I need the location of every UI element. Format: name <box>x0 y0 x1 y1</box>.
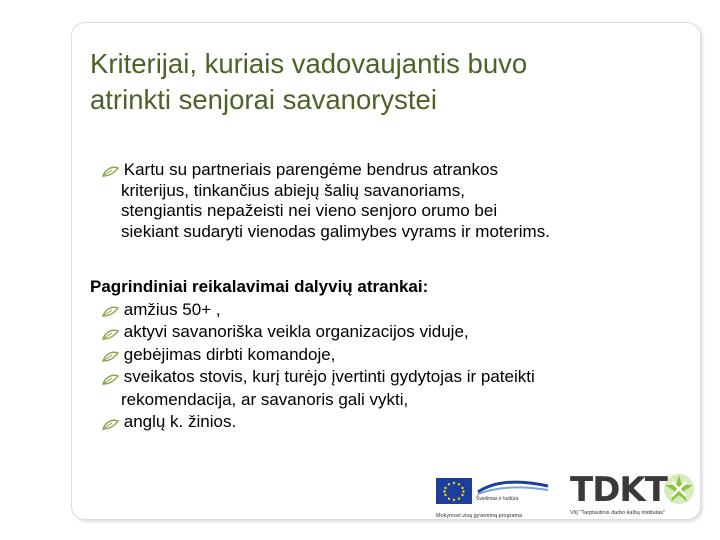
eu-small-text: Švietimas ir kultūra <box>476 496 519 502</box>
footer-logos <box>436 470 698 522</box>
tdkt-wordmark: TDKT <box>570 470 667 510</box>
intro-line-3: stengiantis nepažeisti nei vieno senjoro orumo bei <box>121 201 498 220</box>
requirement-text: gebėjimas dirbti komandoje, <box>123 344 336 364</box>
requirement-text: anglų k. žinios. <box>123 412 237 431</box>
leaf-bullet-icon <box>102 347 119 359</box>
requirement-item <box>90 321 700 344</box>
requirement-item <box>90 299 700 322</box>
requirement-text: sveikatos stovis, kurį turėjo įvertinti gydytojas ir pateikti <box>123 367 535 386</box>
requirement-continuation: rekomendacija, ar savanoris gali vykti, <box>121 389 409 409</box>
eu-flag-icon <box>436 478 472 504</box>
intro-line-1 <box>102 160 702 181</box>
eu-programme-logo <box>436 478 554 522</box>
title-line-2: atrinkti senjorai savanorystei <box>90 84 437 115</box>
requirement-text: aktyvi savanoriška veikla organizacijos viduje, <box>123 322 469 341</box>
leaf-bullet-icon <box>102 415 119 427</box>
requirement-item <box>90 366 700 389</box>
leaf-bullet-icon <box>102 302 119 314</box>
title-line-1: Kriterijai, kuriais vadovaujantis buvo <box>90 48 528 79</box>
tdkt-caption: VšĮ "Tarptautinis darbo kalbų institutas" <box>570 510 666 516</box>
intro-line-2: kriterijus, tinkančius abiejų šalių savanoriams, <box>121 180 465 200</box>
intro-text-1: Kartu su partneriais parengėme bendrus atrankos <box>123 160 498 179</box>
requirement-item <box>90 344 700 367</box>
eu-caption: Mokymosi visą gyvenimą programa <box>436 513 523 519</box>
green-star-icon <box>662 472 696 506</box>
slide-title <box>90 46 690 118</box>
leaf-bullet-icon <box>102 370 119 382</box>
leaf-bullet-icon <box>102 163 119 175</box>
leaf-bullet-icon <box>102 325 119 337</box>
requirements-heading: Pagrindiniai reikalavimai dalyvių atrankai: <box>90 277 429 296</box>
requirements-section <box>90 276 700 434</box>
requirement-text: amžius 50+ , <box>123 299 221 319</box>
tdkt-logo <box>568 470 698 522</box>
requirement-item <box>90 411 700 434</box>
intro-paragraph <box>102 160 702 242</box>
intro-line-4: siekiant sudaryti vienodas galimybes vyrams ir moterims. <box>121 221 550 241</box>
